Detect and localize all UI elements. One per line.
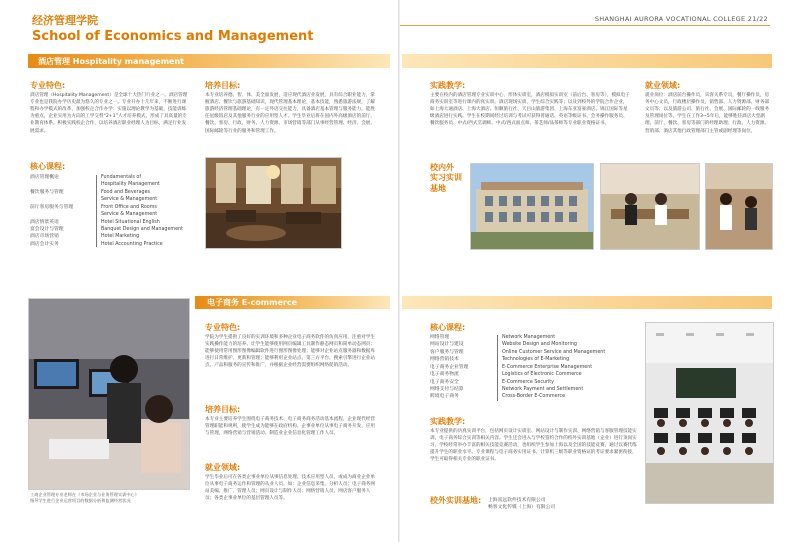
section-title-ecommerce: 电子商务 E-commerce — [207, 298, 298, 307]
ecommerce-base-heading: 校外实训基地: — [430, 496, 482, 505]
course-en: Hotel Marketing — [101, 234, 140, 240]
course-cn: 网络营销技术 — [430, 357, 459, 363]
hospitality-practice-photo-2 — [705, 163, 773, 250]
ecommerce-feature-heading: 专业特色: — [205, 323, 241, 332]
course-cn: 电子商务企业管理 — [430, 364, 469, 370]
ecommerce-employ-heading: 就业领域: — [205, 463, 241, 472]
ecommerce-employ-text: 学生毕业后可在各类企事业单位从事信息处理、技术应用型人员，或成为商业企业单位从事电子商务运作和管理的从业人员。如：企业信息采集、分析人员；电子商务网站美编、推广、管理人员；网页设计与制作人员；网络营销人员、网店客户服务人员；各类企事业单位的基层管理人员等。 — [205, 475, 375, 502]
page-header-right: SHANGHAI AURORA VOCATIONAL COLLEGE 21/22 — [594, 15, 768, 23]
course-en: Online Customer Service and Management — [502, 349, 606, 355]
header-rule — [400, 25, 770, 26]
hospitality-core-cn-list — [30, 174, 73, 248]
course-en: Network Management — [502, 335, 556, 340]
ecommerce-core-heading: 核心课程: — [430, 323, 466, 332]
course-cn: 酒店市场营销 — [30, 234, 59, 240]
course-cn — [30, 211, 73, 218]
course-cn: 网站设计与建设 — [430, 342, 464, 348]
course-en: Fundamentals of — [101, 175, 142, 180]
course-en: Service & Management — [101, 197, 158, 203]
course-en: Cross-Border E-Commerce — [502, 394, 566, 400]
ecommerce-feature-text: 学院为学生提供了良好的实训环境和多种企业电子商务软件的仿真应用，注重对学生实践操作能力的培养。让学生能够使用网页编辑工具制作静态网页和简单动态网页；能够使用常用图形图像编辑软件进行图形图像处理；能够对企业站点服务器和数据库进行日常维护、更新和管理；能够利用企业站点、第三方平台、搜索引擎进行企业站点、产品和服务的宣传和推广，并根据企业经营需要组织网络促销活动。 — [205, 335, 375, 369]
page-gutter — [398, 0, 400, 542]
course-en: Food and Beverages — [101, 189, 151, 195]
course-en: Technologies of E-Marketing — [502, 357, 570, 363]
hospitality-practice-heading: 实践教学: — [430, 81, 466, 90]
course-en: Hospitality Management — [101, 182, 160, 188]
course-cn: 酒店会计实务 — [30, 241, 59, 247]
base-item: 上海富远软件技术有限公司 — [488, 498, 546, 503]
course-cn: 客户服务与管理 — [430, 349, 464, 355]
course-cn: 电子商务安全 — [430, 379, 459, 385]
course-cn: 前厅客房服务与管理 — [30, 204, 74, 210]
hospitality-goal-heading: 培养目标: — [205, 81, 241, 90]
course-en: Logistics of Electronic Commerce — [502, 372, 582, 378]
computer-lab-caption: 工商企业管理专业老师在《市场企业与业务管理实训中心》 指导学生进行企业运营项目的数据分析和监测经营状况 — [30, 492, 139, 504]
course-cn — [30, 196, 73, 203]
course-en: Front Office and Rooms — [101, 204, 157, 210]
school-title-en: School of Economics and Management — [32, 29, 314, 44]
classroom-photo — [645, 322, 774, 504]
course-cn: 宴会设计与管理 — [30, 226, 64, 232]
section-band-hospitality — [28, 54, 390, 68]
ecommerce-goal-heading: 培养目标: — [205, 405, 241, 414]
school-title-cn: 经济管理学院 — [32, 14, 98, 27]
ecommerce-core-cn-list — [430, 334, 468, 401]
hospitality-core-heading: 核心课程: — [30, 162, 66, 171]
core-divider — [96, 175, 97, 247]
base-item: 畅客文化传媒（上海）有限公司 — [488, 505, 556, 511]
hotel-lobby-photo — [205, 157, 342, 249]
hospitality-practice-text: 主要在校内的酒店管理专业实训中心，形体实训室，酒店模拟实训室（前后台、客房等），模拟电子商务实训室等进行课内的真实训。酒店现场实训，学生综合实践等；以及到校外的学院合作企业，如上海大通酒店、上海大酒店、恒顺旅行社、天目山旅游集团、上海东亚富豪酒店、锦江国际等星级酒店进行实践。学生在校期间经过培训与考试可获得普通话、英语等级证书、会务操作服务员、餐饮服务员、中式/西式烹调师、中式/西式面点师、茶艺师/品茶师等专业职业资格证书。 — [430, 93, 630, 127]
course-cn — [30, 181, 73, 188]
course-en: Hotel Situational English — [101, 219, 160, 225]
hospitality-feature-heading: 专业特色: — [30, 81, 66, 90]
course-cn: 酒店情景英语 — [30, 219, 59, 225]
hospitality-goal-text: 本专业培养德、智、体、美全面发展，适应现代酒店业发展，具有综合职业能力，掌握酒店、餐饮与旅游基础知识，现代管理基本理论，基本技能，熟悉旅游法规，了解旅游经济管理基础理论，有一定外语交往能力，具备酒店基本管理与服务能力，能胜任星级饭店及其他服务行业的应用型人才。学生毕业后将在国内外高级酒店的前厅、餐饮、客房、行政、财务、人力资源、市场营销等部门从事经营管理、经济、会展、国际邮轮等行业的服务和管理工作。 — [205, 93, 375, 134]
course-en: Banquet Design and Management — [101, 226, 183, 232]
course-cn: 酒店管理概论 — [30, 175, 59, 180]
section-title-hospitality: 酒店管理 Hospitality management — [38, 57, 184, 66]
hospitality-employ-text: 就业岗位：酒店前台操作员，宾客关系专员，餐厅操作员，房务中心文员，行政楼层操作员，销售部、人力资源部、财务部文员等；以及旅游公司、旅行社、会展、国际邮轮的一线服务及管理岗位等。学生在工作3~5年后，能够胜任酒店大堂副理、前厅、餐饮、客房等部门的经理助理；行政、人力资源、营销部、酒店其他行政管理部门主管或副经理等岗位。 — [645, 93, 770, 134]
course-en: E-Commerce Security — [502, 379, 555, 385]
ecommerce-practice-text: 本专业提供的仿真实训平台，包括网页设计实训室、网站设计与制作实训、网络营销与客服管理技能实训、电子商务综合实训等相关内容。学生还会进入与学校签约合作的校外实训基地（企业）进行顶岗实习，学校经常举办丰富的相关技能竞赛活动，也组织学生参加上海以及全国的技能竞赛，通过以赛代练提升学生的职业水平。专业课程与电子商务实用证书、计算机三级等职业资格证的考证要求紧密衔接，学生可取得相关专业的职业证书。 — [430, 429, 637, 463]
ecommerce-goal-text: 本专业主要培养学生围绕电子商务技术、电子商务商务活动基本流程，企业现代经营管理职能和规则，使学生成为能够在政府机构、企事业单位从事电子商务开发、应用与管理，网络营销与营销活动、制造业企业信息化管理工作人员。 — [205, 417, 375, 437]
section-band-hospitality-right — [402, 54, 772, 68]
ecommerce-base-list — [488, 497, 555, 512]
course-cn: 网络管理 — [430, 335, 450, 340]
course-en: Network Payment and Settlement — [502, 386, 584, 392]
ecommerce-core-en-list — [502, 334, 605, 401]
computer-lab-photo — [28, 298, 190, 490]
course-en: Website Design and Monitoring — [502, 342, 577, 348]
course-en: E-Commerce Enterprise Management — [502, 364, 593, 370]
course-cn: 电子商务物流 — [430, 372, 459, 378]
campus-building-photo — [470, 163, 594, 250]
ecommerce-core-divider — [497, 335, 498, 401]
section-band-ecommerce — [195, 296, 390, 309]
section-band-ecommerce-right — [402, 296, 772, 309]
course-cn: 网络支付与结算 — [430, 386, 464, 392]
ecommerce-practice-heading: 实践教学: — [430, 417, 466, 426]
hospitality-feature-text: 酒店管理（Hospitality Management）是全球十大热门行业之一。酒店管理专业也是我院办学历史最为悠久的专业之一。专业开办十几年来，不断进行课程和办学模式的改革，加强校企合作办学：实施以理论教学为基础，技能训练为重点，企业实用为方向的工学交替“2+1”人才培养模式，形成了具高量的专业教育体系。积极实践校企合作，以培养酒店职业经理人为目标，满足行业发展需求。 — [30, 93, 188, 134]
course-cn: 餐饮服务与管理 — [30, 189, 64, 195]
hospitality-employ-heading: 就业领域: — [645, 81, 681, 90]
course-cn: 跨境电子商务 — [430, 394, 459, 400]
course-en: Hotel Accounting Practice — [101, 241, 163, 247]
course-en: Service & Management — [101, 212, 158, 218]
hospitality-base-heading: 校内外 实习实训 基地 — [430, 163, 462, 193]
hospitality-core-en-list — [101, 174, 183, 248]
hospitality-practice-photo-1 — [600, 163, 700, 250]
